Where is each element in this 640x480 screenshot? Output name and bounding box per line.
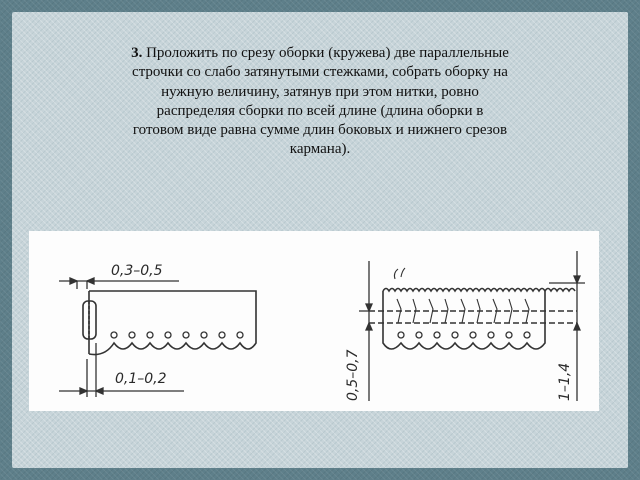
step-number: 3. bbox=[131, 45, 143, 61]
left-scallop-dots bbox=[111, 332, 243, 338]
right-outer-dimension-label: 1–1,4 bbox=[557, 362, 573, 401]
left-top-dimension-label: 0,3–0,5 bbox=[111, 263, 163, 279]
left-lace-outline bbox=[89, 291, 256, 355]
left-lace-drawing bbox=[83, 291, 256, 355]
ruffle-diagram-svg bbox=[29, 231, 599, 411]
right-ruffle-body bbox=[383, 291, 545, 349]
right-inner-dimension-label: 0,5–0,7 bbox=[345, 349, 361, 401]
instruction-text bbox=[130, 44, 510, 160]
step-description: Проложить по срезу оборки (кружева) две параллельные строчки со слабо затянутыми стежками, собрать оборку на нужную величину, затянув при этом нитки, ровно распределяя сборки по всей длине (длина оборки в готовом виде равна сумме длин боковых и нижнего срезов кармана). bbox=[132, 45, 509, 158]
right-scallop-dots bbox=[398, 332, 530, 338]
ruffle-diagram bbox=[29, 231, 599, 411]
thread-tails bbox=[394, 268, 405, 279]
right-dimension-lines bbox=[359, 251, 585, 401]
left-bottom-dimension-label: 0,1–0,2 bbox=[115, 371, 167, 387]
right-ruffle-top-edge bbox=[383, 289, 575, 292]
